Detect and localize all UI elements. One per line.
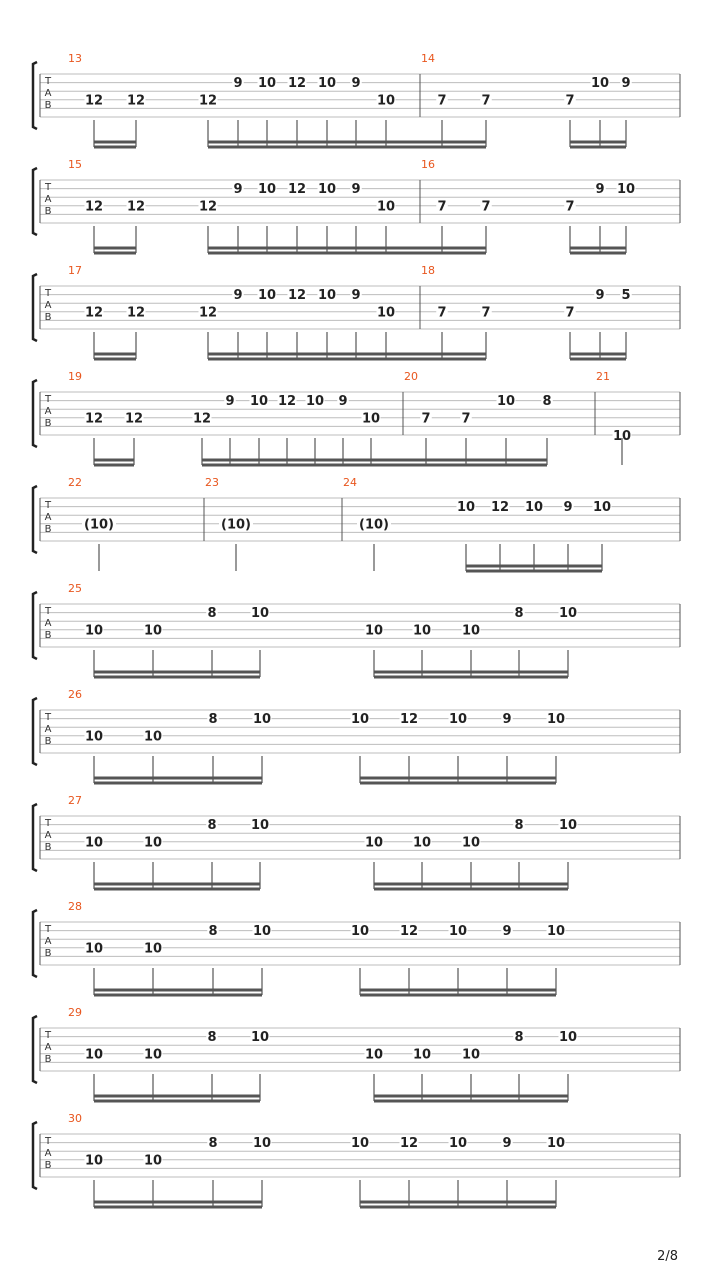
tab-letter: B — [44, 1160, 52, 1171]
fret-number: 10 — [412, 623, 432, 639]
tab-letter: B — [44, 524, 52, 535]
system-bracket — [33, 168, 37, 235]
fret-number: 10 — [546, 1136, 566, 1152]
measure-number: 24 — [343, 476, 357, 489]
fret-number: 10 — [317, 76, 337, 92]
fret-number: 12 — [84, 93, 104, 109]
tab-letter: A — [44, 618, 52, 629]
tab-letter: A — [44, 936, 52, 947]
fret-number: 8 — [208, 1136, 218, 1152]
tab-letter: B — [44, 630, 52, 641]
fret-number: 10 — [524, 500, 544, 516]
fret-number: 10 — [143, 835, 163, 851]
fret-number: 7 — [481, 199, 491, 215]
fret-number: 9 — [338, 394, 348, 410]
fret-number: 12 — [399, 712, 419, 728]
fret-number: 10 — [143, 941, 163, 957]
fret-number: 9 — [502, 1136, 512, 1152]
fret-number: 10 — [143, 729, 163, 745]
tab-letter: B — [44, 948, 52, 959]
fret-number: 8 — [207, 606, 217, 622]
tab-letter: T — [44, 76, 52, 87]
fret-number: 10 — [249, 394, 269, 410]
measure-number: 29 — [68, 1006, 82, 1019]
fret-number: 10 — [250, 818, 270, 834]
fret-number: 8 — [514, 606, 524, 622]
fret-number: 5 — [621, 288, 631, 304]
fret-number: 9 — [563, 500, 573, 516]
fret-number: 12 — [490, 500, 510, 516]
tab-letter: T — [44, 924, 52, 935]
fret-number: 12 — [198, 93, 218, 109]
fret-number: 10 — [250, 1030, 270, 1046]
measure-number: 20 — [404, 370, 418, 383]
fret-number: 9 — [233, 76, 243, 92]
fret-number: 7 — [461, 411, 471, 427]
system-bracket — [33, 804, 37, 871]
fret-number: 10 — [448, 712, 468, 728]
fret-number: 12 — [192, 411, 212, 427]
fret-number: 12 — [399, 924, 419, 940]
fret-number: 10 — [317, 182, 337, 198]
tab-letter: B — [44, 736, 52, 747]
measure-number: 15 — [68, 158, 82, 171]
system-bracket — [33, 592, 37, 659]
fret-number: 12 — [287, 288, 307, 304]
measure-number: 13 — [68, 52, 82, 65]
fret-number: 10 — [590, 76, 610, 92]
fret-number: 7 — [565, 305, 575, 321]
fret-number: 10 — [143, 623, 163, 639]
fret-number: 10 — [376, 93, 396, 109]
tab-letter: A — [44, 1042, 52, 1053]
fret-number: 10 — [350, 924, 370, 940]
measure-number: 25 — [68, 582, 82, 595]
measure-number: 18 — [421, 264, 435, 277]
tab-letter: B — [44, 206, 52, 217]
fret-number: 10 — [250, 606, 270, 622]
system-bracket — [33, 1016, 37, 1083]
fret-number: (10) — [84, 517, 114, 533]
fret-number: 10 — [558, 818, 578, 834]
tab-letter: A — [44, 830, 52, 841]
fret-number: 10 — [364, 835, 384, 851]
tab-letter: T — [44, 1030, 52, 1041]
fret-number: 8 — [514, 818, 524, 834]
fret-number: 10 — [364, 1047, 384, 1063]
fret-number: 10 — [592, 500, 612, 516]
system-bracket — [33, 910, 37, 977]
system-bracket — [33, 380, 37, 447]
fret-number: 7 — [437, 305, 447, 321]
fret-number: 7 — [565, 199, 575, 215]
fret-number: 9 — [233, 288, 243, 304]
fret-number: 12 — [124, 411, 144, 427]
fret-number: 10 — [84, 1153, 104, 1169]
fret-number: 9 — [595, 182, 605, 198]
fret-number: 12 — [126, 93, 146, 109]
fret-number: 9 — [233, 182, 243, 198]
fret-number: 10 — [84, 729, 104, 745]
fret-number: 10 — [364, 623, 384, 639]
fret-number: 8 — [207, 818, 217, 834]
fret-number: 10 — [376, 199, 396, 215]
tab-letter: B — [44, 418, 52, 429]
fret-number: 10 — [616, 182, 636, 198]
tab-letter: T — [44, 1136, 52, 1147]
fret-number: 10 — [350, 1136, 370, 1152]
fret-number: 10 — [84, 835, 104, 851]
fret-number: 10 — [448, 1136, 468, 1152]
tab-letter: A — [44, 88, 52, 99]
fret-number: 10 — [412, 835, 432, 851]
fret-number: 10 — [461, 623, 481, 639]
fret-number: 12 — [84, 411, 104, 427]
measure-number: 30 — [68, 1112, 82, 1125]
measure-number: 26 — [68, 688, 82, 701]
fret-number: 10 — [252, 924, 272, 940]
system-bracket — [33, 1122, 37, 1189]
fret-number: 10 — [84, 941, 104, 957]
fret-number: 10 — [612, 429, 632, 444]
fret-number: 10 — [461, 835, 481, 851]
fret-number: 12 — [287, 76, 307, 92]
fret-number: 10 — [84, 623, 104, 639]
fret-number: 12 — [126, 199, 146, 215]
measure-number: 16 — [421, 158, 435, 171]
fret-number: 10 — [257, 182, 277, 198]
fret-number: 12 — [198, 305, 218, 321]
tab-letter: A — [44, 194, 52, 205]
fret-number: 9 — [351, 182, 361, 198]
page-number: 2/8 — [657, 1249, 678, 1264]
fret-number: 8 — [542, 394, 552, 410]
fret-number: 10 — [143, 1153, 163, 1169]
fret-number: 7 — [437, 93, 447, 109]
fret-number: (10) — [359, 517, 389, 533]
fret-number: 10 — [496, 394, 516, 410]
tab-letter: T — [44, 606, 52, 617]
fret-number: 10 — [558, 1030, 578, 1046]
fret-number: 10 — [558, 606, 578, 622]
measure-number: 14 — [421, 52, 435, 65]
fret-number: 7 — [481, 305, 491, 321]
tab-letter: T — [44, 818, 52, 829]
tab-letter: B — [44, 842, 52, 853]
measure-number: 21 — [596, 370, 610, 383]
fret-number: 10 — [350, 712, 370, 728]
fret-number: 10 — [257, 288, 277, 304]
fret-number: 8 — [208, 712, 218, 728]
fret-number: 9 — [502, 924, 512, 940]
tab-letter: A — [44, 406, 52, 417]
fret-number: 10 — [252, 1136, 272, 1152]
tab-letter: T — [44, 500, 52, 511]
system-bracket — [33, 486, 37, 553]
fret-number: 10 — [305, 394, 325, 410]
fret-number: 9 — [351, 76, 361, 92]
fret-number: 9 — [502, 712, 512, 728]
fret-number: 10 — [456, 500, 476, 516]
tab-letter: A — [44, 724, 52, 735]
fret-number: 7 — [421, 411, 431, 427]
measure-number: 22 — [68, 476, 82, 489]
fret-number: 9 — [225, 394, 235, 410]
fret-number: 10 — [546, 712, 566, 728]
fret-number: 12 — [84, 199, 104, 215]
tab-letter: T — [44, 712, 52, 723]
measure-number: 17 — [68, 264, 82, 277]
tab-letter: T — [44, 394, 52, 405]
fret-number: 7 — [481, 93, 491, 109]
fret-number: 8 — [514, 1030, 524, 1046]
fret-number: 10 — [412, 1047, 432, 1063]
measure-number: 23 — [205, 476, 219, 489]
fret-number: 12 — [84, 305, 104, 321]
tab-letter: A — [44, 300, 52, 311]
fret-number: 10 — [143, 1047, 163, 1063]
tab-letter: B — [44, 100, 52, 111]
fret-number: 7 — [565, 93, 575, 109]
fret-number: 10 — [448, 924, 468, 940]
measure-number: 28 — [68, 900, 82, 913]
tab-letter: T — [44, 182, 52, 193]
fret-number: 10 — [546, 924, 566, 940]
fret-number: 7 — [437, 199, 447, 215]
measure-number: 27 — [68, 794, 82, 807]
fret-number: 9 — [595, 288, 605, 304]
fret-number: 8 — [208, 924, 218, 940]
fret-number: (10) — [221, 517, 251, 533]
tab-letter: A — [44, 1148, 52, 1159]
fret-number: 10 — [252, 712, 272, 728]
system-bracket — [33, 698, 37, 765]
fret-number: 12 — [399, 1136, 419, 1152]
fret-number: 10 — [317, 288, 337, 304]
fret-number: 10 — [376, 305, 396, 321]
system-bracket — [33, 62, 37, 129]
system-bracket — [33, 274, 37, 341]
fret-number: 9 — [621, 76, 631, 92]
tab-letter: B — [44, 312, 52, 323]
tab-letter: A — [44, 512, 52, 523]
fret-number: 10 — [361, 411, 381, 427]
fret-number: 12 — [126, 305, 146, 321]
fret-number: 12 — [287, 182, 307, 198]
fret-number: 12 — [198, 199, 218, 215]
fret-number: 8 — [207, 1030, 217, 1046]
fret-number: 10 — [84, 1047, 104, 1063]
fret-number: 12 — [277, 394, 297, 410]
fret-number: 10 — [461, 1047, 481, 1063]
tab-letter: B — [44, 1054, 52, 1065]
fret-number: 9 — [351, 288, 361, 304]
measure-number: 19 — [68, 370, 82, 383]
tab-letter: T — [44, 288, 52, 299]
fret-number: 10 — [257, 76, 277, 92]
